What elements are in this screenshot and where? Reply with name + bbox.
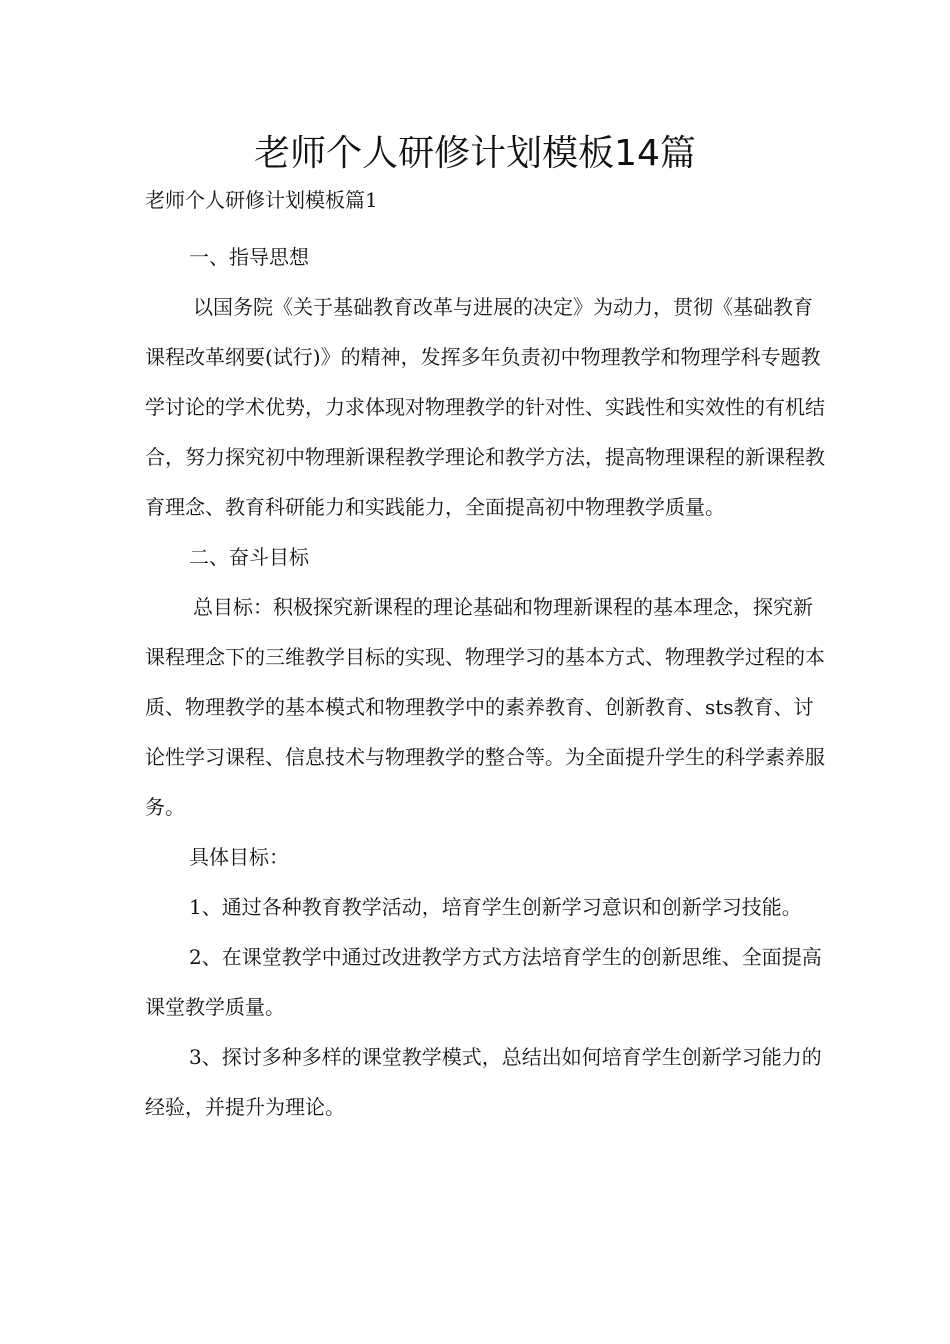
list-item: 1、通过各种教育教学活动，培育学生创新学习意识和创新学习技能。 <box>189 895 802 919</box>
paragraph-overall-goal: 总目标：积极探究新课程的理论基础和物理新课程的基本理念，探究新课程理念下的三维教学目标的实现、物理学习的基本方式、物理教学过程的本质、物理教学的基本模式和物理教学中的素养教育、创新教育、sts教育、讨论性学习课程、信息技术与物理教学的整合等。为全面提升学生的科学素养服务。 <box>145 595 825 819</box>
document-title: 老师个人研修计划模板14篇 <box>254 133 696 174</box>
heading-goals: 二、奋斗目标 <box>189 545 309 569</box>
heading-specific-goals: 具体目标： <box>189 845 289 869</box>
heading-guiding-thought: 一、指导思想 <box>189 245 309 269</box>
list-item: 2、在课堂教学中通过改进教学方式方法培育学生的创新思维、全面提高课堂教学质量。 <box>145 945 822 1019</box>
section-subtitle: 老师个人研修计划模板篇1 <box>145 188 378 212</box>
document-body <box>145 232 825 1132</box>
list-item: 3、探讨多种多样的课堂教学模式，总结出如何培育学生创新学习能力的经验，并提升为理论。 <box>145 1045 822 1119</box>
paragraph-guiding-thought: 以国务院《关于基础教育改革与进展的决定》为动力，贯彻《基础教育课程改革纲要(试行)》的精神，发挥多年负责初中物理教学和物理学科专题教学讨论的学术优势，力求体现对物理教学的针对性、实践性和实效性的有机结合，努力探究初中物理新课程教学理论和教学方法，提高物理课程的新课程教育理念、教育科研能力和实践能力，全面提高初中物理教学质量。 <box>145 295 825 519</box>
